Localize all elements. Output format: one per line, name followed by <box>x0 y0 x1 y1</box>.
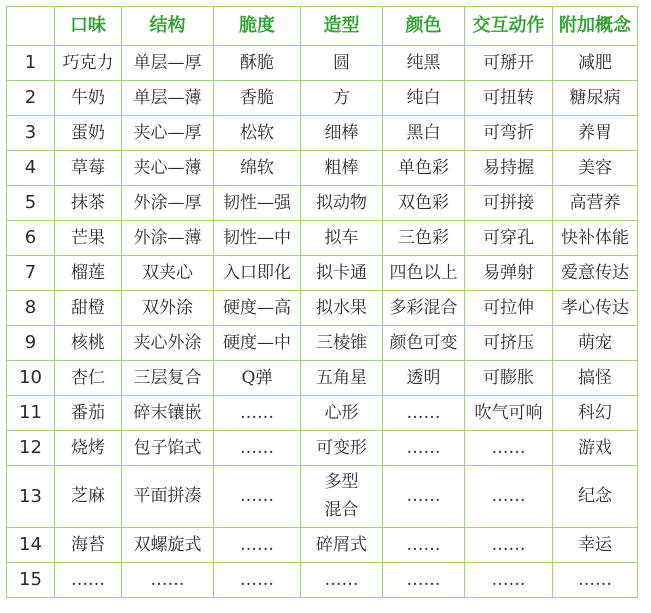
concept-cell: 美容 <box>553 151 638 186</box>
concept-cell: 快补体能 <box>553 221 638 256</box>
shape-cell: 心形 <box>301 396 383 431</box>
flavor-cell: 芝麻 <box>55 466 122 528</box>
interaction-cell: 可膨胀 <box>465 361 553 396</box>
color-cell: 多彩混合 <box>383 291 465 326</box>
structure-cell: 夹心—薄 <box>122 151 214 186</box>
structure-cell: 双螺旋式 <box>122 528 214 563</box>
table-row <box>7 326 638 361</box>
table-row <box>7 396 638 431</box>
color-cell: …… <box>383 466 465 528</box>
concept-cell: 游戏 <box>553 431 638 466</box>
crispness-cell: 入口即化 <box>214 256 301 291</box>
index-cell: 11 <box>7 396 55 431</box>
header-interaction: 交互动作 <box>465 7 553 46</box>
header-row <box>7 7 638 46</box>
structure-cell: 平面拼凑 <box>122 466 214 528</box>
index-cell: 4 <box>7 151 55 186</box>
concept-cell: 高营养 <box>553 186 638 221</box>
structure-cell: 双夹心 <box>122 256 214 291</box>
table-row <box>7 563 638 598</box>
interaction-cell: 可拼接 <box>465 186 553 221</box>
header-shape: 造型 <box>301 7 383 46</box>
color-cell: 透明 <box>383 361 465 396</box>
flavor-cell: 核桃 <box>55 326 122 361</box>
table-row <box>7 291 638 326</box>
structure-cell: 夹心—厚 <box>122 116 214 151</box>
crispness-cell: Q弹 <box>214 361 301 396</box>
interaction-cell: …… <box>465 563 553 598</box>
flavor-cell: 榴莲 <box>55 256 122 291</box>
flavor-cell: 牛奶 <box>55 81 122 116</box>
attribute-table <box>6 6 638 598</box>
index-cell: 3 <box>7 116 55 151</box>
concept-cell: …… <box>553 563 638 598</box>
header-color: 颜色 <box>383 7 465 46</box>
shape-cell: 可变形 <box>301 431 383 466</box>
color-cell: 黑白 <box>383 116 465 151</box>
shape-cell: 方 <box>301 81 383 116</box>
shape-cell: 粗棒 <box>301 151 383 186</box>
table-row <box>7 361 638 396</box>
crispness-cell: …… <box>214 466 301 528</box>
shape-cell: 拟动物 <box>301 186 383 221</box>
table-row <box>7 221 638 256</box>
interaction-cell: 可拉伸 <box>465 291 553 326</box>
crispness-cell: 硬度—中 <box>214 326 301 361</box>
index-cell: 15 <box>7 563 55 598</box>
flavor-cell: 草莓 <box>55 151 122 186</box>
interaction-cell: 吹气可响 <box>465 396 553 431</box>
header-crispness: 脆度 <box>214 7 301 46</box>
flavor-cell: 芒果 <box>55 221 122 256</box>
color-cell: 纯白 <box>383 81 465 116</box>
interaction-cell: 可掰开 <box>465 46 553 81</box>
crispness-cell: 韧性—强 <box>214 186 301 221</box>
concept-cell: 糖尿病 <box>553 81 638 116</box>
structure-cell: 双外涂 <box>122 291 214 326</box>
table-row <box>7 151 638 186</box>
interaction-cell: 可弯折 <box>465 116 553 151</box>
structure-cell: …… <box>122 563 214 598</box>
header-flavor: 口味 <box>55 7 122 46</box>
structure-cell: 单层—薄 <box>122 81 214 116</box>
color-cell: 纯黑 <box>383 46 465 81</box>
color-cell: …… <box>383 431 465 466</box>
header-concept: 附加概念 <box>553 7 638 46</box>
concept-cell: 孝心传达 <box>553 291 638 326</box>
shape-cell: 拟水果 <box>301 291 383 326</box>
concept-cell: 幸运 <box>553 528 638 563</box>
flavor-cell: 蛋奶 <box>55 116 122 151</box>
structure-cell: 夹心外涂 <box>122 326 214 361</box>
index-cell: 6 <box>7 221 55 256</box>
table-row <box>7 528 638 563</box>
flavor-cell: 巧克力 <box>55 46 122 81</box>
flavor-cell: 烧烤 <box>55 431 122 466</box>
shape-cell: 拟卡通 <box>301 256 383 291</box>
concept-cell: 减肥 <box>553 46 638 81</box>
crispness-cell: 酥脆 <box>214 46 301 81</box>
table-row <box>7 46 638 81</box>
index-cell: 13 <box>7 466 55 528</box>
shape-cell: 拟车 <box>301 221 383 256</box>
shape-cell: 多型混合 <box>301 466 383 528</box>
flavor-cell: 海苔 <box>55 528 122 563</box>
interaction-cell: 可穿孔 <box>465 221 553 256</box>
index-cell: 5 <box>7 186 55 221</box>
table-row <box>7 431 638 466</box>
structure-cell: 碎末镶嵌 <box>122 396 214 431</box>
crispness-cell: …… <box>214 528 301 563</box>
crispness-cell: 绵软 <box>214 151 301 186</box>
crispness-cell: 韧性—中 <box>214 221 301 256</box>
shape-cell: 碎屑式 <box>301 528 383 563</box>
shape-cell: …… <box>301 563 383 598</box>
structure-cell: 外涂—薄 <box>122 221 214 256</box>
color-cell: 三色彩 <box>383 221 465 256</box>
flavor-cell: 番茄 <box>55 396 122 431</box>
index-cell: 7 <box>7 256 55 291</box>
color-cell: 双色彩 <box>383 186 465 221</box>
concept-cell: 搞怪 <box>553 361 638 396</box>
color-cell: 四色以上 <box>383 256 465 291</box>
structure-cell: 三层复合 <box>122 361 214 396</box>
flavor-cell: 抹茶 <box>55 186 122 221</box>
concept-cell: 科幻 <box>553 396 638 431</box>
index-cell: 10 <box>7 361 55 396</box>
header-structure: 结构 <box>122 7 214 46</box>
crispness-cell: 硬度—高 <box>214 291 301 326</box>
index-cell: 12 <box>7 431 55 466</box>
color-cell: 颜色可变 <box>383 326 465 361</box>
table-row <box>7 186 638 221</box>
interaction-cell: 易持握 <box>465 151 553 186</box>
concept-cell: 萌宠 <box>553 326 638 361</box>
shape-cell: 细棒 <box>301 116 383 151</box>
index-cell: 9 <box>7 326 55 361</box>
shape-cell: 圆 <box>301 46 383 81</box>
crispness-cell: …… <box>214 431 301 466</box>
structure-cell: 包子馅式 <box>122 431 214 466</box>
crispness-cell: 香脆 <box>214 81 301 116</box>
shape-cell: 三棱锥 <box>301 326 383 361</box>
flavor-cell: …… <box>55 563 122 598</box>
interaction-cell: …… <box>465 528 553 563</box>
flavor-cell: 杏仁 <box>55 361 122 396</box>
index-cell: 2 <box>7 81 55 116</box>
crispness-cell: 松软 <box>214 116 301 151</box>
index-cell: 1 <box>7 46 55 81</box>
flavor-cell: 甜橙 <box>55 291 122 326</box>
concept-cell: 爱意传达 <box>553 256 638 291</box>
color-cell: …… <box>383 563 465 598</box>
structure-cell: 外涂—厚 <box>122 186 214 221</box>
header-index <box>7 7 55 46</box>
interaction-cell: 可扭转 <box>465 81 553 116</box>
interaction-cell: 易弹射 <box>465 256 553 291</box>
shape-cell: 五角星 <box>301 361 383 396</box>
table-row <box>7 116 638 151</box>
table-row <box>7 256 638 291</box>
structure-cell: 单层—厚 <box>122 46 214 81</box>
crispness-cell: …… <box>214 396 301 431</box>
index-cell: 8 <box>7 291 55 326</box>
interaction-cell: 可挤压 <box>465 326 553 361</box>
table-row <box>7 466 638 528</box>
interaction-cell: …… <box>465 431 553 466</box>
color-cell: …… <box>383 528 465 563</box>
crispness-cell: …… <box>214 563 301 598</box>
concept-cell: 纪念 <box>553 466 638 528</box>
color-cell: 单色彩 <box>383 151 465 186</box>
index-cell: 14 <box>7 528 55 563</box>
color-cell: …… <box>383 396 465 431</box>
concept-cell: 养胃 <box>553 116 638 151</box>
interaction-cell: …… <box>465 466 553 528</box>
table-row <box>7 81 638 116</box>
